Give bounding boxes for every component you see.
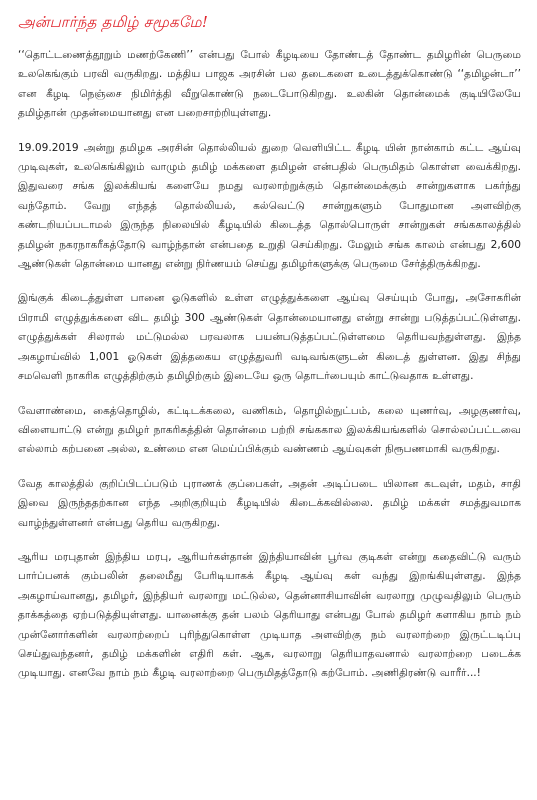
paragraph: ஆரிய மரபுதான் இந்திய மரபு, ஆரியர்கள்தான் இந்தியாவின் பூர்வ குடிகள் என்று கதைவிட்டு வரும் பார்ப்பனக் கும்பலின் தலைமீது பேரிடியாகக் கீழடி ஆய்வு கள் வந்து இறங்கியுள்ளது. இந்த அகழாய்வானது, தமிழர், இந்தியர் வரலாறு மட்டுல்ல, தென்னாசியாவின் வரலாறு முழுவதிலும் பெரும் தாக்கத்தை ஏற்படுத்தியுள்ளது. யானைக்கு தன் பலம் தெரியாது என்பது போல் தமிழர் களாகிய நாம் நம் முன்னோர்களின் வரலாற்றைப் புரிந்துகொள்ள முடியாத அளவிற்கு நம் வரலாற்றை இருட்டடிப்பு செய்துவந்தனர், தமிழ் மக்களின் எதிரி கள். ஆக, வரலாறு தெரியாதவனால் வரலாற்றை படைக்க முடியாது. எனவே நாம் நம் கீழடி வரலாற்றை பெருமிதத்தோடு கற்போம். அணிதிரண்டு வாரீர்...! xyxy=(18,550,521,680)
paragraph: இங்குக் கிடைத்துள்ள பானை ஓடுகளில் உள்ள எழுத்துக்களை ஆய்வு செய்யும் போது, அசோகரின் பிராமி எழுத்துக்களை விட தமிழ் 300 ஆண்டுகள் தொன்மையானது என்று சான்று படுத்தப்பட்டுள்ளது. எழுத்துக்கள் சிலரால் மட்டுமல்ல பரவலாக பயன்படுத்தப்பட்டுள்ளமை தெரியவந்துள்ளது. இந்த அகழாய்வில் 1,001 ஓடுகள் இத்தகைய எழுத்துவரி வடிவங்களுடன் கிடைத் துள்ளன. இது சிந்து சமவெளி நாகரிக எழுத்திற்கும் தமிழிற்கும் இடையே ஒரு தொடர்பையும் காட்டுவதாக உள்ளது. xyxy=(18,292,521,383)
document-heading: அன்பார்ந்த தமிழ் சமூகமே! xyxy=(18,13,209,31)
paragraph: 19.09.2019 அன்று தமிழக அரசின் தொல்லியல் துறை வெளியிட்ட கீழடி யின் நான்காம் கட்ட ஆய்வு முடிவுகள், உலகெங்கிலும் வாழும் தமிழ் மக்களை தமிழன் என்பதில் பெருமிதம் கொள்ள வைக்கிறது. இதுவரை சங்க இலக்கியங் களையே நமது வரலாற்றுக்கும் தொன்மைக்கும் சான்றுகளாக பகர்ந்து வந்தோம். வேறு எந்தத் தொல்லியல், கல்வெட்டு சான்றுகளும் போதுமான அளவிற்கு கண்டறியப்படாமல் இருந்த நிலையில் கீழடியில் கிடைத்த தொல்பொருள் சான்றுகள் சங்ககாலத்தில் தமிழன் நகரநாகரீகத்தோடு வாழ்ந்தான் என்பதை உறுதி செய்கிறது. மேலும் சங்க காலம் என்பது 2,600 ஆண்டுகள் தொன்மை யானது என்று நிர்ணயம் செய்து தமிழர்களுக்கு பெருமை சேர்த்திருக்கிறது. xyxy=(18,141,521,271)
document-body xyxy=(18,46,521,699)
paragraph: ‘‘தொட்டணைத்தூறும் மணற்கேணி’’ என்பது போல் கீழடியை தோண்டத் தோண்ட தமிழரின் பெருமை உலகெங்கும் பரவி வருகிறது. மத்திய பாஜக அரசின் பல தடைகளை உடைத்துக்கொண்டு ‘‘தமிழன்டா’’ என கீழடி நெஞ்சை நிமிர்த்தி வீறுகொண்டு நடைபோடுகிறது. உலகின் தொன்மைக் குடியிலேயே தமிழ்தான் முதன்மையானது என பறைசாற்றியுள்ளது. xyxy=(18,49,521,120)
paragraph: வேளாண்மை, கைத்தொழில், கட்டிடக்கலை, வணிகம், தொழில்நுட்பம், கலை யுணர்வு, அழகுணர்வு, விளையாட்டு என்று தமிழர் நாகரிகத்தின் தொன்மை பற்றி சங்ககால இலக்கியங்களில் சொல்லப்பட்டவை எல்லாம் கற்பனை அல்ல, உண்மை என மெய்ப்பிக்கும் வண்ணம் ஆய்வுகள் நிரூபணமாகி வருகிறது. xyxy=(18,404,521,456)
paragraph: வேத காலத்தில் குறிப்பிடப்படும் புராணக் குப்பைகள், அதன் அடிப்படை யிலான கடவுள், மதம், சாதி இவை இருந்ததற்கான எந்த அறிகுறியும் கீழடியில் கிடைக்கவில்லை. தமிழ் மக்கள் சமத்துவமாக வாழ்ந்துள்ளனர் என்பது தெரிய வருகிறது. xyxy=(18,477,521,529)
